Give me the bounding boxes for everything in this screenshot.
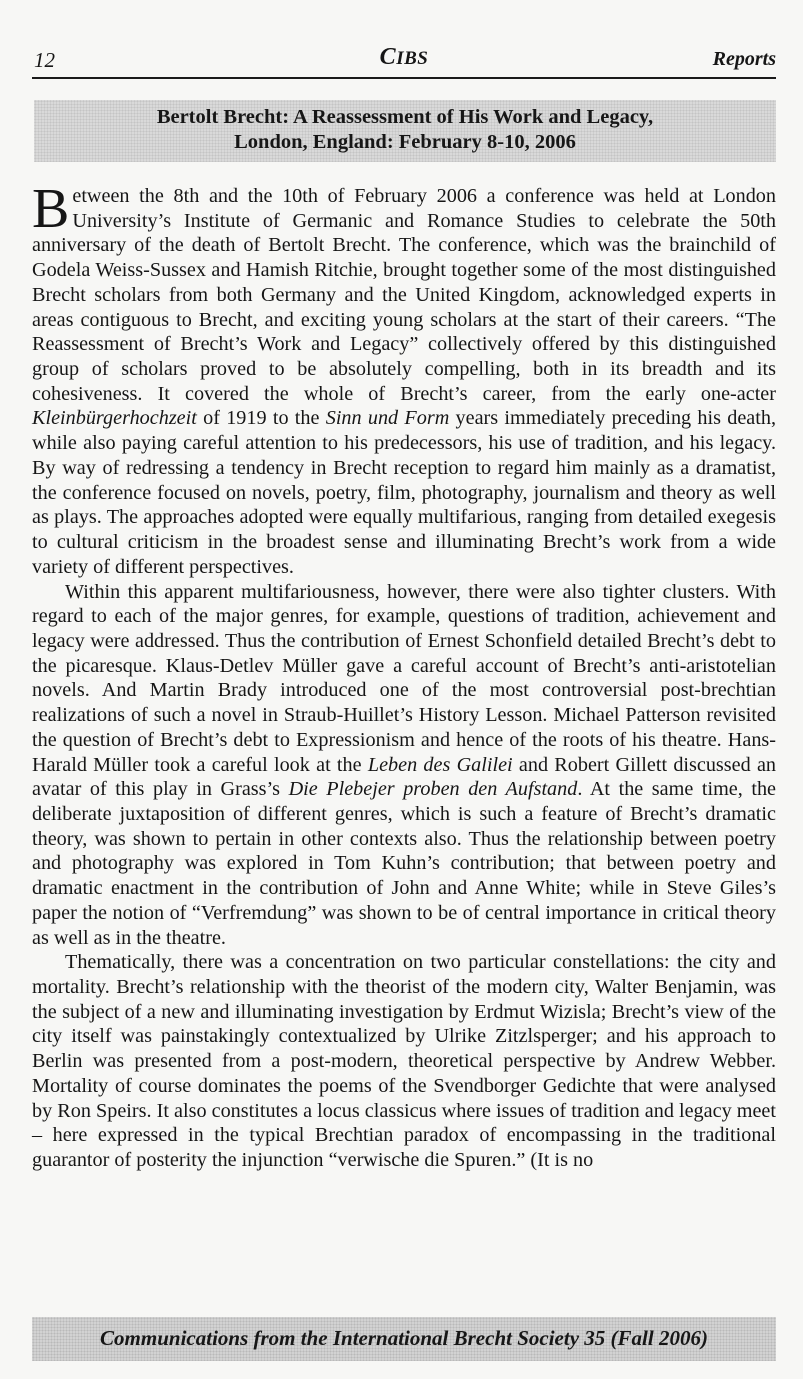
page-number: 12 xyxy=(34,48,55,72)
article-body xyxy=(32,178,776,1173)
article-title-box xyxy=(34,100,776,162)
work-title-sinn-und-form: Sinn und Form xyxy=(325,407,450,430)
paragraph-1 xyxy=(32,178,776,580)
journal-page xyxy=(32,0,776,1379)
paragraph-1-text-a: etween the 8th and the 10th of February 2006 a conference was held at London University’s Institute of Germanic and Romance Studies to celebrate the 50th anniversary of the death of Bertolt Brecht. The conference, which was the brainchild of Godela Weiss-Sussex and Hamish Ritchie, brought together some of the most distinguished Brecht scholars from both Germany and the United Kingdom, acknowledged experts in areas contiguous to Brecht, and exciting young scholars at the start of their careers. “The Reassessment of Brecht’s Work and Legacy” collectively offered by this distinguished group of scholars proved to be absolutely compelling, both in its breadth and its cohesiveness. It covered the whole of Brecht’s career, from the early one-acter xyxy=(32,185,776,405)
journal-title-initial: C xyxy=(379,44,397,70)
paragraph-2 xyxy=(32,580,776,951)
section-name: Reports xyxy=(712,48,776,70)
paragraph-2-text-b: and Robert Gillett discussed an avatar of this play in Grass’s xyxy=(32,753,776,801)
header-rule xyxy=(32,77,776,79)
drop-cap: B xyxy=(32,178,70,240)
work-title-kleinbuergerhochzeit: Kleinbürgerhochzeit xyxy=(32,407,197,430)
paragraph-2-text-a: Within this apparent multifariousness, however, there were also tighter clusters. With regard to each of the major genres, for example, questions of tradition, achievement and legacy were addressed. Thus the contribution of Ernest Schonfield detailed Brecht’s debt to the picaresque. Klaus-Detlev Müller gave a careful account of Brecht’s anti-aristotelian novels. And Martin Brady introduced one of the most controversial post-brechtian realizations of such a novel in Straub-Huillet’s History Lesson. Michael Patterson revisited the question of Brecht’s debt to Expressionism and hence of the roots of his theatre. Hans-Harald Müller took a careful look at the xyxy=(32,580,776,776)
journal-title xyxy=(32,44,776,71)
paragraph-3-text: Thematically, there was a concentration on two particular constellations: the city and mortality. Brecht’s relationship with the theorist of the modern city, Walter Benjamin, was the subject of a new and illuminating investigation by Erdmut Wizisla; Brecht’s view of the city itself was painstakingly contextualized by Ulrike Zitzlsperger; and his approach to Berlin was presented from a post-modern, theoretical perspective by Andrew Webber. Mortality of course dominates the poems of the Svendborger Gedichte that were analysed by Ron Speirs. It also constitutes a locus classicus where issues of tradition and legacy meet – here expressed in the typical Brechtian paradox of encompassing in the traditional guarantor of posterity the injunction “verwische die Spuren.” (It is no xyxy=(32,951,776,1172)
paragraph-2-text-c: . At the same time, the deliberate juxtaposition of different genres, which is such a feature of Brecht’s dramatic theory, was shown to pertain in other contexts also. Thus the relationship between poetry and photography was explored in Tom Kuhn’s contribution; that between poetry and dramatic enactment in the contribution of John and Anne White; while in Steve Giles’s paper the notion of “Verfremdung” was shown to be of central importance in critical theory as well as in the theatre. xyxy=(32,778,776,949)
running-header xyxy=(32,42,776,74)
footer-band xyxy=(32,1317,776,1361)
footer-citation: Communications from the International Brecht Society 35 (Fall 2006) xyxy=(100,1326,708,1350)
paragraph-3 xyxy=(32,950,776,1172)
paragraph-1-text-c: years immediately preceding his death, while also paying careful attention to his predecessors, his use of tradition, and his legacy. By way of redressing a tendency in Brecht reception to regard him mainly as a dramatist, the conference focused on novels, poetry, film, photography, journalism and theory as well as plays. The approaches adopted were equally multifarious, ranging from detailed exegesis to cultural criticism in the broadest sense and illuminating Brecht’s work from a wide variety of different perspectives. xyxy=(32,407,776,578)
paragraph-1-text-b: of 1919 to the xyxy=(196,407,326,430)
work-title-leben-des-galilei: Leben des Galilei xyxy=(367,753,513,776)
article-title-line-2: London, England: February 8-10, 2006 xyxy=(234,131,576,153)
article-title-line-1: Bertolt Brecht: A Reassessment of His Work and Legacy, xyxy=(156,106,654,128)
work-title-die-plebejer: Die Plebejer proben den Aufstand xyxy=(288,778,578,801)
journal-title-rest: IBS xyxy=(396,48,429,69)
